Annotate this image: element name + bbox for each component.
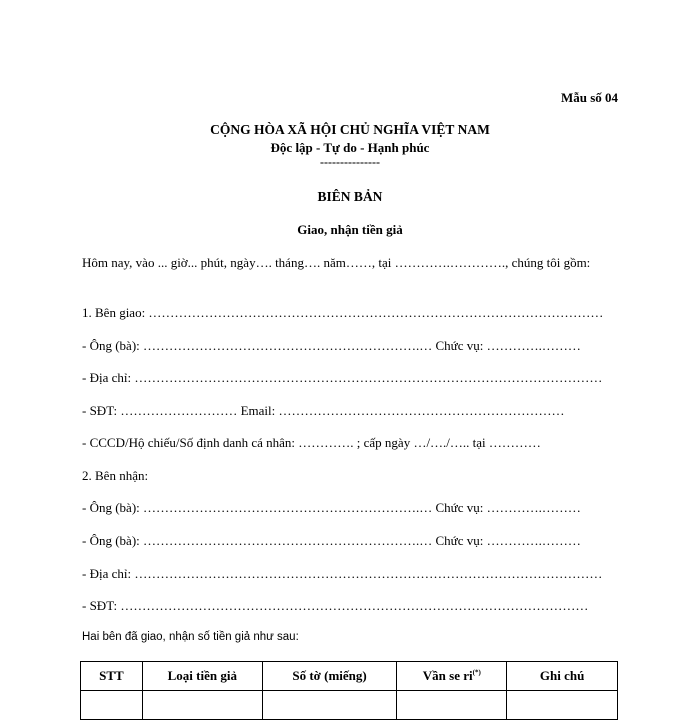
giver-phone-email: - SĐT: ……………………… Email: …………………………………………………………	[82, 403, 565, 418]
intro-paragraph: Hôm nay, vào ... giờ... phút, ngày…. tháng…. năm……, tại ………….…………., chúng tôi gồm:	[82, 255, 591, 270]
serial-header-label: Vần se ri	[422, 668, 473, 683]
counterfeit-money-table	[80, 661, 618, 720]
giver-id: - CCCD/Hộ chiếu/Số định danh cá nhân: …………. ; cấp ngày …/…./….. tại …………	[82, 435, 541, 450]
giver-heading: 1. Bên giao: ……………………………………………………………………………………………	[82, 305, 604, 320]
receiver-heading: 2. Bên nhận:	[82, 468, 149, 483]
giver-address: - Địa chỉ: ………………………………………………………………………………………………	[82, 370, 603, 385]
column-header-serial	[397, 662, 507, 691]
receiver-address: - Địa chỉ: ………………………………………………………………………………………………	[82, 566, 603, 581]
document-subtitle: Giao, nhận tiền giả	[297, 222, 403, 237]
giver-person: - Ông (bà): ……………………………………………………….… Chức vụ: ………….………	[82, 338, 581, 353]
column-header-stt: STT	[81, 662, 143, 691]
column-header-count: Số tờ (miếng)	[262, 662, 397, 691]
national-title: CỘNG HÒA XÃ HỘI CHỦ NGHĨA VIỆT NAM	[210, 122, 490, 137]
receiver-person-2: - Ông (bà): ……………………………………………………….… Chức vụ: ………….………	[82, 533, 581, 548]
receiver-phone: - SĐT: ………………………………………………………………………………………………	[82, 598, 589, 613]
column-header-notes: Ghi chú	[507, 662, 618, 691]
form-number: Mẫu số 04	[560, 90, 618, 105]
document-title: BIÊN BẢN	[317, 189, 383, 204]
table-row	[81, 691, 618, 720]
receiver-person-1: - Ông (bà): ……………………………………………………….… Chức vụ: ………….………	[82, 500, 581, 515]
column-header-type: Loại tiền giả	[142, 662, 262, 691]
serial-footnote-mark: (*)	[472, 668, 481, 677]
table-header-row	[81, 662, 618, 691]
header-divider: ---------------	[320, 155, 380, 169]
national-motto: Độc lập - Tự do - Hạnh phúc	[270, 140, 430, 155]
handover-note: Hai bên đã giao, nhận số tiền giả như sau:	[82, 631, 299, 643]
